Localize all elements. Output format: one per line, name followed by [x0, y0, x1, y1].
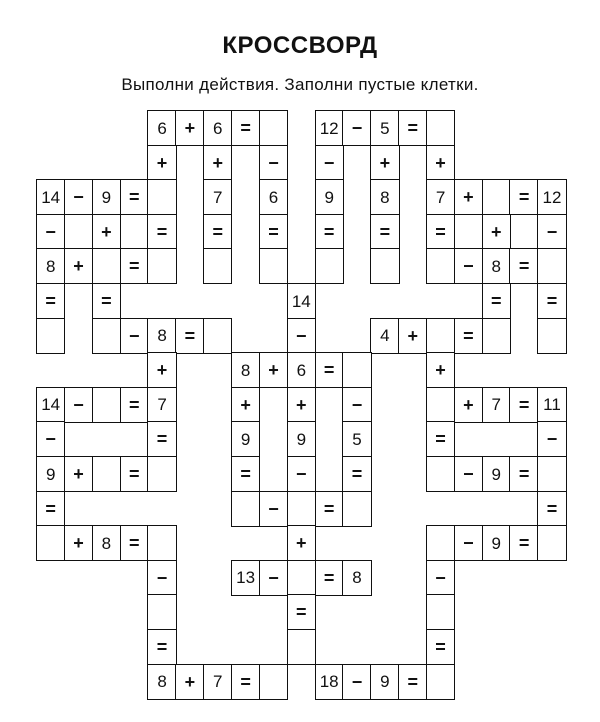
operator-cell: =: [315, 560, 344, 596]
number-cell: 6: [287, 352, 316, 388]
operator-cell: −: [537, 421, 566, 457]
operator-cell: =: [482, 283, 511, 319]
number-cell: 13: [231, 560, 260, 596]
number-cell: 9: [370, 664, 399, 700]
operator-cell: =: [120, 525, 149, 561]
number-cell: 8: [36, 248, 65, 284]
operator-cell: =: [231, 110, 260, 146]
number-cell: 9: [92, 179, 121, 215]
answer-cell[interactable]: [287, 560, 316, 596]
operator-cell: +: [147, 352, 176, 388]
number-cell: 11: [537, 387, 566, 423]
answer-cell[interactable]: [426, 456, 455, 492]
answer-cell[interactable]: [92, 387, 121, 423]
number-cell: 5: [370, 110, 399, 146]
operator-cell: =: [231, 664, 260, 700]
operator-cell: =: [120, 248, 149, 284]
number-cell: 6: [259, 179, 288, 215]
operator-cell: =: [36, 283, 65, 319]
operator-cell: =: [120, 387, 149, 423]
operator-cell: +: [231, 387, 260, 423]
operator-cell: =: [342, 456, 371, 492]
answer-cell[interactable]: [426, 594, 455, 630]
operator-cell: +: [454, 179, 483, 215]
number-cell: 7: [147, 387, 176, 423]
answer-cell[interactable]: [92, 456, 121, 492]
answer-cell[interactable]: [147, 594, 176, 630]
number-cell: 14: [36, 179, 65, 215]
operator-cell: =: [259, 214, 288, 250]
operator-cell: =: [231, 456, 260, 492]
number-cell: 7: [203, 179, 232, 215]
number-cell: 8: [370, 179, 399, 215]
operator-cell: +: [203, 145, 232, 181]
answer-cell[interactable]: [537, 456, 566, 492]
number-cell: 9: [482, 456, 511, 492]
answer-cell[interactable]: [482, 179, 511, 215]
number-cell: 18: [315, 664, 344, 700]
number-cell: 7: [482, 387, 511, 423]
operator-cell: +: [287, 387, 316, 423]
operator-cell: −: [342, 110, 371, 146]
answer-cell[interactable]: [342, 352, 371, 388]
operator-cell: −: [259, 145, 288, 181]
crossword-grid: [36, 110, 565, 698]
number-cell: 8: [92, 525, 121, 561]
operator-cell: −: [454, 525, 483, 561]
answer-cell[interactable]: [342, 491, 371, 527]
answer-cell[interactable]: [426, 248, 455, 284]
number-cell: 9: [231, 421, 260, 457]
number-cell: 9: [287, 421, 316, 457]
answer-cell[interactable]: [426, 664, 455, 700]
answer-cell[interactable]: [259, 248, 288, 284]
answer-cell[interactable]: [426, 318, 455, 354]
answer-cell[interactable]: [147, 456, 176, 492]
number-cell: 8: [231, 352, 260, 388]
operator-cell: =: [175, 318, 204, 354]
operator-cell: =: [315, 214, 344, 250]
operator-cell: −: [287, 456, 316, 492]
page-title: КРОССВОРД: [222, 32, 378, 59]
operator-cell: +: [147, 145, 176, 181]
operator-cell: =: [203, 214, 232, 250]
number-cell: 9: [315, 179, 344, 215]
operator-cell: =: [426, 421, 455, 457]
number-cell: 14: [36, 387, 65, 423]
operator-cell: −: [287, 318, 316, 354]
answer-cell[interactable]: [287, 629, 316, 665]
number-cell: 8: [147, 664, 176, 700]
operator-cell: −: [259, 560, 288, 596]
operator-cell: −: [64, 387, 93, 423]
operator-cell: =: [147, 421, 176, 457]
operator-cell: =: [92, 283, 121, 319]
answer-cell[interactable]: [147, 179, 176, 215]
operator-cell: +: [398, 318, 427, 354]
operator-cell: −: [147, 560, 176, 596]
operator-cell: =: [147, 214, 176, 250]
number-cell: 9: [36, 456, 65, 492]
operator-cell: +: [64, 456, 93, 492]
operator-cell: +: [426, 352, 455, 388]
number-cell: 8: [482, 248, 511, 284]
answer-cell[interactable]: [36, 318, 65, 354]
number-cell: 7: [426, 179, 455, 215]
operator-cell: =: [454, 318, 483, 354]
operator-cell: =: [509, 387, 538, 423]
operator-cell: =: [120, 456, 149, 492]
answer-cell[interactable]: [231, 491, 260, 527]
number-cell: 9: [482, 525, 511, 561]
number-cell: 6: [203, 110, 232, 146]
answer-cell[interactable]: [537, 525, 566, 561]
operator-cell: =: [398, 664, 427, 700]
number-cell: 12: [537, 179, 566, 215]
operator-cell: +: [259, 352, 288, 388]
operator-cell: −: [120, 318, 149, 354]
operator-cell: =: [537, 283, 566, 319]
operator-cell: +: [287, 525, 316, 561]
answer-cell[interactable]: [426, 525, 455, 561]
operator-cell: =: [509, 179, 538, 215]
operator-cell: −: [259, 491, 288, 527]
answer-cell[interactable]: [203, 248, 232, 284]
operator-cell: −: [342, 664, 371, 700]
operator-cell: +: [426, 145, 455, 181]
number-cell: 5: [342, 421, 371, 457]
number-cell: 6: [147, 110, 176, 146]
operator-cell: =: [147, 629, 176, 665]
operator-cell: −: [537, 214, 566, 250]
operator-cell: −: [36, 421, 65, 457]
answer-cell[interactable]: [315, 248, 344, 284]
operator-cell: =: [509, 525, 538, 561]
number-cell: 4: [370, 318, 399, 354]
number-cell: 8: [342, 560, 371, 596]
operator-cell: −: [454, 456, 483, 492]
operator-cell: =: [398, 110, 427, 146]
operator-cell: −: [315, 145, 344, 181]
operator-cell: =: [315, 491, 344, 527]
operator-cell: −: [454, 248, 483, 284]
number-cell: 12: [315, 110, 344, 146]
operator-cell: −: [36, 214, 65, 250]
answer-cell[interactable]: [92, 318, 121, 354]
operator-cell: =: [509, 456, 538, 492]
operator-cell: +: [64, 248, 93, 284]
operator-cell: −: [342, 387, 371, 423]
answer-cell[interactable]: [482, 318, 511, 354]
answer-cell[interactable]: [287, 491, 316, 527]
operator-cell: +: [370, 145, 399, 181]
operator-cell: =: [36, 491, 65, 527]
operator-cell: =: [537, 491, 566, 527]
operator-cell: +: [64, 525, 93, 561]
instruction-text: Выполни действия. Заполни пустые клетки.: [121, 75, 479, 94]
answer-cell[interactable]: [426, 387, 455, 423]
operator-cell: =: [287, 594, 316, 630]
number-cell: 14: [287, 283, 316, 319]
answer-cell[interactable]: [147, 248, 176, 284]
operator-cell: +: [175, 664, 204, 700]
answer-cell[interactable]: [259, 664, 288, 700]
operator-cell: +: [175, 110, 204, 146]
operator-cell: +: [454, 387, 483, 423]
operator-cell: −: [64, 179, 93, 215]
operator-cell: =: [370, 214, 399, 250]
answer-cell[interactable]: [537, 248, 566, 284]
answer-cell[interactable]: [426, 110, 455, 146]
answer-cell[interactable]: [537, 318, 566, 354]
operator-cell: =: [426, 214, 455, 250]
operator-cell: =: [426, 629, 455, 665]
operator-cell: +: [92, 214, 121, 250]
operator-cell: =: [120, 179, 149, 215]
number-cell: 8: [147, 318, 176, 354]
answer-cell[interactable]: [147, 525, 176, 561]
operator-cell: =: [315, 352, 344, 388]
answer-cell[interactable]: [92, 248, 121, 284]
operator-cell: +: [482, 214, 511, 250]
answer-cell[interactable]: [370, 248, 399, 284]
answer-cell[interactable]: [203, 318, 232, 354]
answer-cell[interactable]: [259, 110, 288, 146]
answer-cell[interactable]: [36, 525, 65, 561]
number-cell: 7: [203, 664, 232, 700]
operator-cell: =: [509, 248, 538, 284]
operator-cell: −: [426, 560, 455, 596]
